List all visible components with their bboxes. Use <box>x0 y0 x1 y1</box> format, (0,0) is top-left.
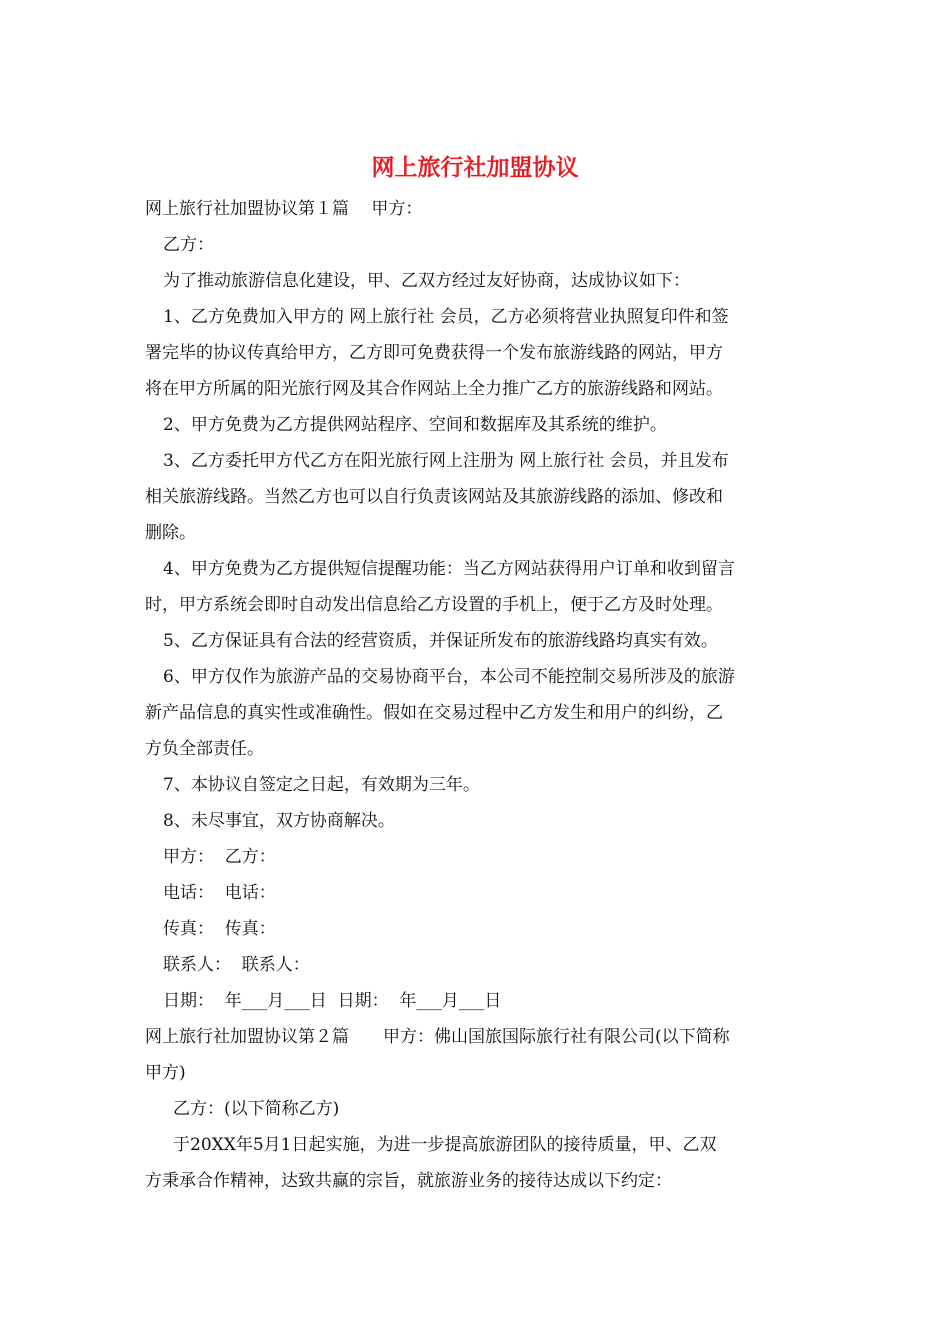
document-body <box>145 191 810 1199</box>
signature-date: 日期： 年___月___日 日期： 年___月___日 <box>163 991 502 1011</box>
clause-5: 5、乙方保证具有合法的经营资质，并保证所发布的旅游线路均真实有效。 <box>163 631 718 651</box>
clause-6-line-1: 6、甲方仅作为旅游产品的交易协商平台，本公司不能控制交易所涉及的旅游 <box>163 667 735 687</box>
clause-7: 7、本协议自签定之日起，有效期为三年。 <box>163 775 480 795</box>
clause-1-line-1: 1、乙方免费加入甲方的 网上旅行社 会员，乙方必须将营业执照复印件和签 <box>163 307 729 327</box>
clause-8: 8、未尽事宜，双方协商解决。 <box>163 811 395 831</box>
clause-3-line-2: 相关旅游线路。当然乙方也可以自行负责该网站及其旅游线路的添加、修改和 <box>145 487 723 507</box>
clause-3-line-3: 删除。 <box>145 523 196 543</box>
article-2-heading-line-1: 网上旅行社加盟协议第２篇 甲方：佛山国旅国际旅行社有限公司(以下简称 <box>145 1027 730 1047</box>
preamble-paragraph: 为了推动旅游信息化建设，甲、乙双方经过友好协商，达成协议如下： <box>163 271 690 291</box>
clause-6-line-2: 新产品信息的真实性或准确性。假如在交易过程中乙方发生和用户的纠纷，乙 <box>145 703 723 723</box>
signature-fax: 传真： 传真： <box>163 919 276 939</box>
signature-parties: 甲方： 乙方： <box>163 847 276 867</box>
clause-6-line-3: 方负全部责任。 <box>145 739 264 759</box>
clause-2: 2、甲方免费为乙方提供网站程序、空间和数据库及其系统的维护。 <box>163 415 667 435</box>
clause-1-line-3: 将在甲方所属的阳光旅行网及其合作网站上全力推广乙方的旅游线路和网站。 <box>145 379 723 399</box>
clause-1-line-2: 署完毕的协议传真给甲方，乙方即可免费获得一个发布旅游线路的网站，甲方 <box>145 343 723 363</box>
document-title: 网上旅行社加盟协议 <box>371 154 579 181</box>
signature-contact: 联系人： 联系人： <box>163 955 310 975</box>
article-2-preamble-line-2: 方秉承合作精神，达致共赢的宗旨，就旅游业务的接待达成以下约定： <box>145 1171 672 1191</box>
clause-3-line-1: 3、乙方委托甲方代乙方在阳光旅行网上注册为 网上旅行社 会员，并且发布 <box>163 451 729 471</box>
article-2-preamble-line-1: 于20XX年5月1日起实施，为进一步提高旅游团队的接待质量，甲、乙双 <box>173 1135 717 1155</box>
article-1-heading: 网上旅行社加盟协议第１篇 甲方： <box>145 199 423 219</box>
clause-4-line-1: 4、甲方免费为乙方提供短信提醒功能：当乙方网站获得用户订单和收到留言 <box>163 559 735 579</box>
article-2-heading-line-2: 甲方) <box>145 1063 186 1083</box>
clause-4-line-2: 时，甲方系统会即时自动发出信息给乙方设置的手机上，便于乙方及时处理。 <box>145 595 723 615</box>
signature-phone: 电话： 电话： <box>163 883 276 903</box>
party-b-line: 乙方： <box>163 235 214 255</box>
article-2-party-b: 乙方：(以下简称乙方) <box>173 1099 340 1119</box>
